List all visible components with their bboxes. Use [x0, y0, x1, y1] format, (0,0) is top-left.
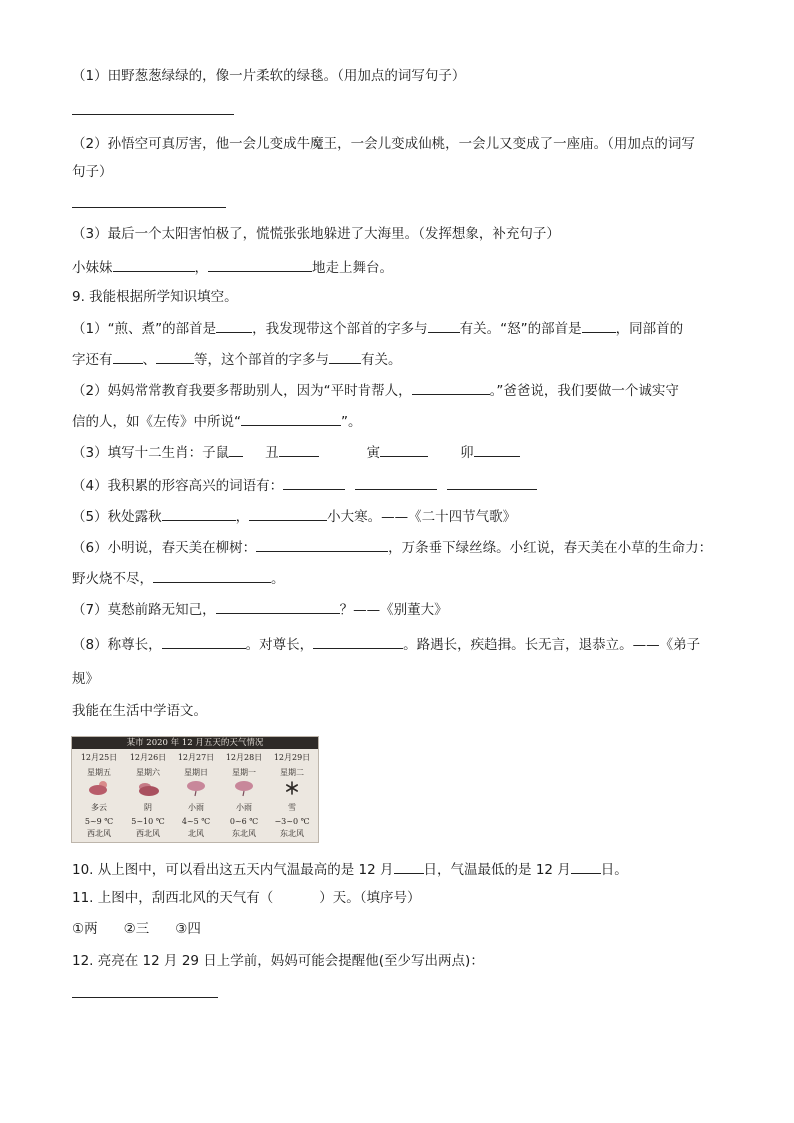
q-text: 。 — [271, 571, 285, 587]
fill-blank[interactable] — [380, 442, 428, 457]
weather-weekday: 星期五 — [87, 768, 111, 777]
fill-blank[interactable] — [447, 475, 537, 490]
q-text: ？——《别董大》 — [339, 602, 448, 618]
q-text: 规》 — [72, 671, 99, 687]
q-text: 信的人，如《左传》中所说“ — [72, 414, 241, 430]
fill-blank[interactable] — [113, 349, 143, 364]
q-text: 日。 — [600, 862, 628, 878]
q9-item-5 — [72, 506, 516, 526]
weather-table-title: 某市 2020 年 12 月五天的天气情况 — [72, 737, 318, 749]
fill-blank[interactable] — [162, 634, 246, 649]
q9-item-4 — [72, 475, 537, 495]
q9-item-1-cont — [72, 349, 402, 369]
weather-wind: 西北风 — [136, 829, 160, 838]
weather-temperature: 5~10 ℃ — [131, 817, 165, 826]
overcast-icon — [136, 779, 160, 797]
answer-line[interactable] — [72, 997, 218, 998]
q8-item-2-text: （2）孙悟空可真厉害，他一会儿变成牛魔王，一会儿变成仙桃，一会儿又变成了一座庙。（用加点的词写 — [72, 136, 695, 152]
fill-blank[interactable] — [412, 380, 490, 395]
fill-text: ， — [194, 260, 208, 276]
q8-item-1 — [72, 67, 465, 85]
fill-blank[interactable] — [162, 506, 236, 521]
q9-item-8-cont — [72, 670, 99, 688]
q9-item-2 — [72, 380, 679, 400]
weather-temperature: 0~6 ℃ — [229, 817, 259, 826]
weather-date: 12月25日 — [80, 753, 118, 762]
section-title — [72, 702, 207, 720]
q-text: 有关。 — [361, 352, 402, 368]
weather-day-column — [172, 750, 220, 843]
q-text: 10. 从上图中，可以看出这五天内气温最高的是 12 月 — [72, 862, 394, 878]
q-text: 卯 — [460, 445, 474, 461]
q-text: （6）小明说，春天美在柳树： — [72, 540, 257, 556]
light-rain-icon — [184, 779, 208, 797]
q-text: 。对尊长， — [245, 637, 314, 653]
option-c[interactable]: ③四 — [175, 921, 201, 937]
fill-blank[interactable] — [474, 442, 520, 457]
weather-date: 12月26日 — [129, 753, 167, 762]
q-text: 、 — [142, 352, 156, 368]
q-text: （3）填写十二生肖：子鼠 — [72, 445, 230, 461]
option-a[interactable]: ①两 — [72, 921, 98, 937]
weather-condition: 小雨 — [236, 803, 252, 812]
weather-condition: 雪 — [288, 803, 296, 812]
fill-blank[interactable] — [283, 475, 345, 490]
light-rain-icon — [232, 779, 256, 797]
q-text: ， — [235, 509, 250, 525]
weather-condition: 小雨 — [188, 803, 204, 812]
fill-blank[interactable] — [241, 411, 341, 426]
q9-item-2-cont — [72, 411, 362, 431]
q-text: 字还有 — [72, 352, 113, 368]
q9-item-1 — [72, 318, 683, 338]
q11-options — [72, 920, 201, 938]
weather-wind: 北风 — [188, 829, 204, 838]
q8-item-2-cont — [72, 163, 113, 181]
fill-blank[interactable] — [208, 257, 312, 272]
fill-blank[interactable] — [313, 634, 403, 649]
weather-date: 12月27日 — [177, 753, 215, 762]
q-text: ，我发现带这个部首的字多与 — [252, 321, 428, 337]
q12 — [72, 952, 484, 970]
q-text: （5）秋处露秋 — [72, 509, 162, 525]
q-text: 。路遇长，疾趋揖。长无言，退恭立。——《弟子 — [403, 637, 701, 653]
option-b[interactable]: ②三 — [123, 921, 150, 937]
q10 — [72, 859, 628, 879]
fill-blank[interactable] — [428, 318, 460, 333]
fill-blank[interactable] — [229, 442, 243, 457]
q9-title — [72, 288, 238, 306]
fill-blank[interactable] — [355, 475, 437, 490]
cloudy-icon — [87, 779, 111, 797]
weather-weekday: 星期二 — [280, 768, 304, 777]
weather-condition: 阴 — [144, 803, 152, 812]
weather-temperature: −3~0 ℃ — [274, 817, 310, 826]
q-text: 小大寒。——《二十四节气歌》 — [327, 509, 517, 525]
q-text: 有关。“怒”的部首是 — [459, 321, 582, 337]
weather-table-image — [71, 736, 319, 843]
q9-item-6 — [72, 537, 712, 557]
weather-date: 12月28日 — [225, 753, 263, 762]
q-text: 日，气温最低的是 12 月 — [423, 862, 571, 878]
fill-blank[interactable] — [256, 537, 388, 552]
fill-blank[interactable] — [571, 859, 601, 874]
fill-blank[interactable] — [156, 349, 194, 364]
fill-blank[interactable] — [279, 442, 319, 457]
weather-day-column — [220, 750, 268, 843]
weather-weekday: 星期六 — [136, 768, 160, 777]
answer-line[interactable] — [72, 114, 234, 115]
q9-item-8 — [72, 634, 700, 654]
weather-weekday: 星期一 — [232, 768, 256, 777]
q-text: ，同部首的 — [615, 321, 684, 337]
fill-blank[interactable] — [113, 257, 195, 272]
q-text: （8）称尊长， — [72, 637, 162, 653]
weather-day-column — [124, 750, 172, 843]
fill-blank[interactable] — [216, 599, 340, 614]
q-text: ）天。（填序号） — [319, 890, 421, 906]
q9-item-6-cont — [72, 568, 285, 588]
q-text: 丑 — [265, 445, 279, 461]
q-text: 11. 上图中，刮西北风的天气有（ — [72, 890, 274, 906]
weather-temperature: 4~5 ℃ — [181, 817, 211, 826]
q8-item-3 — [72, 225, 560, 243]
q-text: 。”爸爸说，我们要做一个诚实守 — [489, 383, 679, 399]
fill-blank[interactable] — [153, 568, 271, 583]
weather-date: 12月29日 — [273, 753, 311, 762]
q-text: ”。 — [341, 414, 362, 430]
q-text: 野火烧不尽， — [72, 571, 153, 587]
q11 — [72, 889, 421, 907]
q8-item-1-text: （1）田野葱葱绿绿的，像一片柔软的绿毯。（用加点的词写句子） — [72, 68, 466, 84]
q-text: 寅 — [366, 445, 381, 461]
weather-condition: 多云 — [91, 803, 107, 812]
q8-item-2-text-cont: 句子） — [72, 164, 113, 180]
section-title-text: 我能在生活中学语文。 — [72, 703, 207, 719]
fill-blank[interactable] — [249, 506, 327, 521]
fill-text: 小妹妹 — [72, 260, 113, 276]
q9-item-3 — [72, 442, 520, 462]
weather-wind: 东北风 — [232, 829, 256, 838]
q-text: ，万条垂下绿丝绦。小红说，春天美在小草的生命力： — [388, 540, 713, 556]
q8-item-2 — [72, 135, 695, 153]
weather-temperature: 5~9 ℃ — [84, 817, 114, 826]
fill-blank[interactable] — [216, 318, 252, 333]
q-text: （4）我积累的形容高兴的词语有： — [72, 478, 284, 494]
snow-icon — [280, 779, 304, 797]
q-text: 等，这个部首的字多与 — [194, 352, 329, 368]
fill-blank[interactable] — [329, 349, 361, 364]
q-text: 12. 亮亮在 12 月 29 日上学前，妈妈可能会提醒他(至少写出两点)： — [72, 953, 484, 969]
q-text: （7）莫愁前路无知己， — [72, 602, 216, 618]
q9-item-7 — [72, 599, 448, 619]
q9-title-text: 9. 我能根据所学知识填空。 — [72, 289, 238, 305]
weather-wind: 东北风 — [280, 829, 304, 838]
q8-item-3-fill — [72, 257, 393, 277]
q-text: （2）妈妈常常教育我要多帮助别人，因为“平时肯帮人， — [72, 383, 412, 399]
weather-day-column — [268, 750, 316, 843]
q-text: （1）“煎、煮”的部首是 — [72, 321, 217, 337]
answer-line[interactable] — [72, 207, 226, 208]
weather-weekday: 星期日 — [184, 768, 208, 777]
fill-text: 地走上舞台。 — [312, 260, 393, 276]
fill-blank[interactable] — [582, 318, 616, 333]
q8-item-3-text: （3）最后一个太阳害怕极了，慌慌张张地躲进了大海里。（发挥想象，补充句子） — [72, 226, 560, 242]
weather-wind: 西北风 — [87, 829, 111, 838]
fill-blank[interactable] — [394, 859, 424, 874]
weather-day-column — [75, 750, 123, 843]
